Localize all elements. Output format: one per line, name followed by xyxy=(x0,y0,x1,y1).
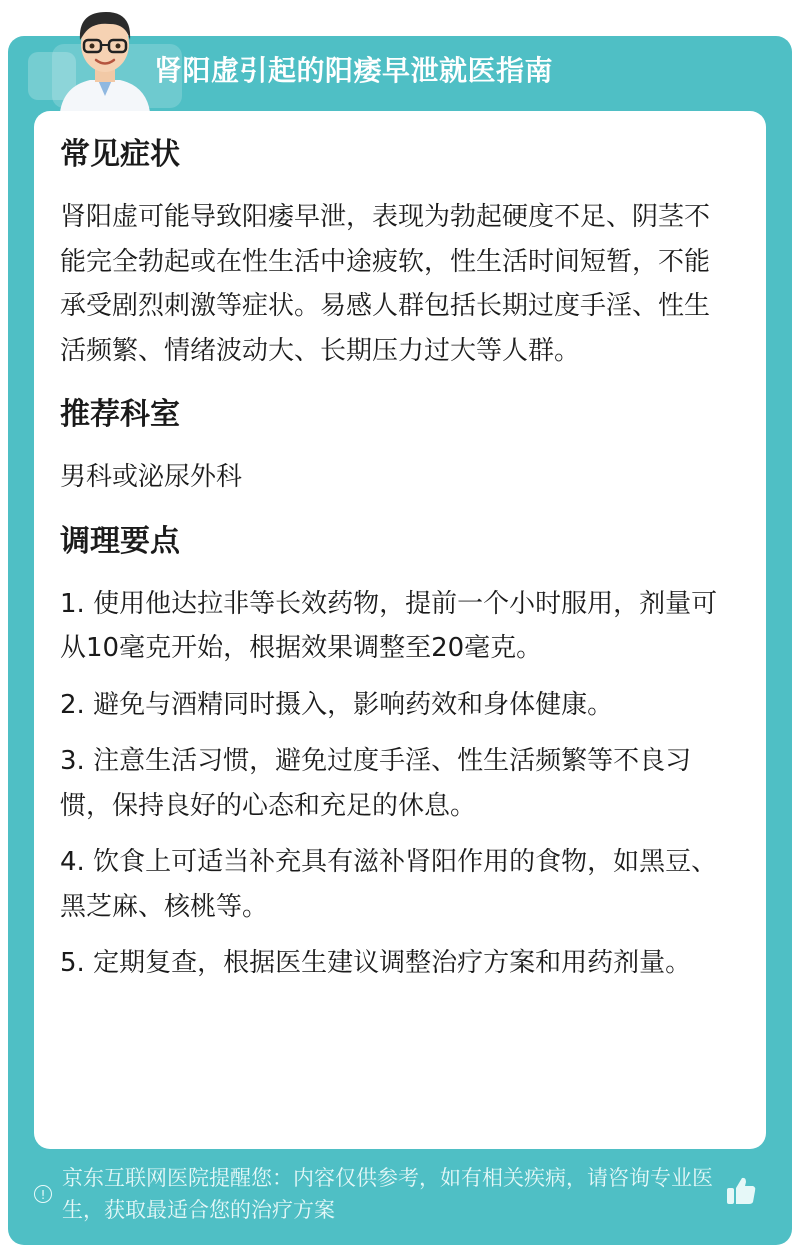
care-point-item: 4. 饮食上可适当补充具有滋补肾阳作用的食物，如黑豆、黑芝麻、核桃等。 xyxy=(60,847,718,922)
card-content xyxy=(60,133,730,998)
footer-disclaimer xyxy=(34,1162,734,1226)
content-card xyxy=(34,111,766,1149)
page-title: 肾阳虚引起的阳痿早泄就医指南 xyxy=(154,54,554,87)
care-point-item: 3. 注意生活习惯，避免过度手淫、性生活频繁等不良习惯，保持良好的心态和充足的休息。 xyxy=(60,746,692,821)
section-title-department: 推荐科室 xyxy=(60,397,180,432)
care-point-item: 2. 避免与酒精同时摄入，影响药效和身体健康。 xyxy=(60,689,614,720)
department-text: 男科或泌尿外科 xyxy=(60,462,243,492)
disclaimer-text: 京东互联网医院提醒您：内容仅供参考，如有相关疾病，请咨询专业医生，获取最适合您的治疗方案 xyxy=(62,1166,713,1222)
care-point-item: 5. 定期复查，根据医生建议调整治疗方案和用药剂量。 xyxy=(60,948,692,978)
section-title-symptoms: 常见症状 xyxy=(60,137,180,172)
care-point-item: 1. 使用他达拉非等长效药物，提前一个小时服用，剂量可从10毫克开始，根据效果调整至20毫克。 xyxy=(60,588,718,663)
info-icon: ! xyxy=(34,1185,52,1203)
symptoms-text: 肾阳虚可能导致阳痿早泄，表现为勃起硬度不足、阴茎不能完全勃起或在性生活中途疲软，性生活时间短暂，不能承受剧烈刺激等症状。易感人群包括长期过度手淫、性生活频繁、情绪波动大、长期压力过大等人群。 xyxy=(60,202,711,366)
section-title-care-points: 调理要点 xyxy=(60,523,180,559)
thumbs-up-icon[interactable] xyxy=(724,1174,758,1208)
doctor-avatar-icon xyxy=(40,0,170,112)
